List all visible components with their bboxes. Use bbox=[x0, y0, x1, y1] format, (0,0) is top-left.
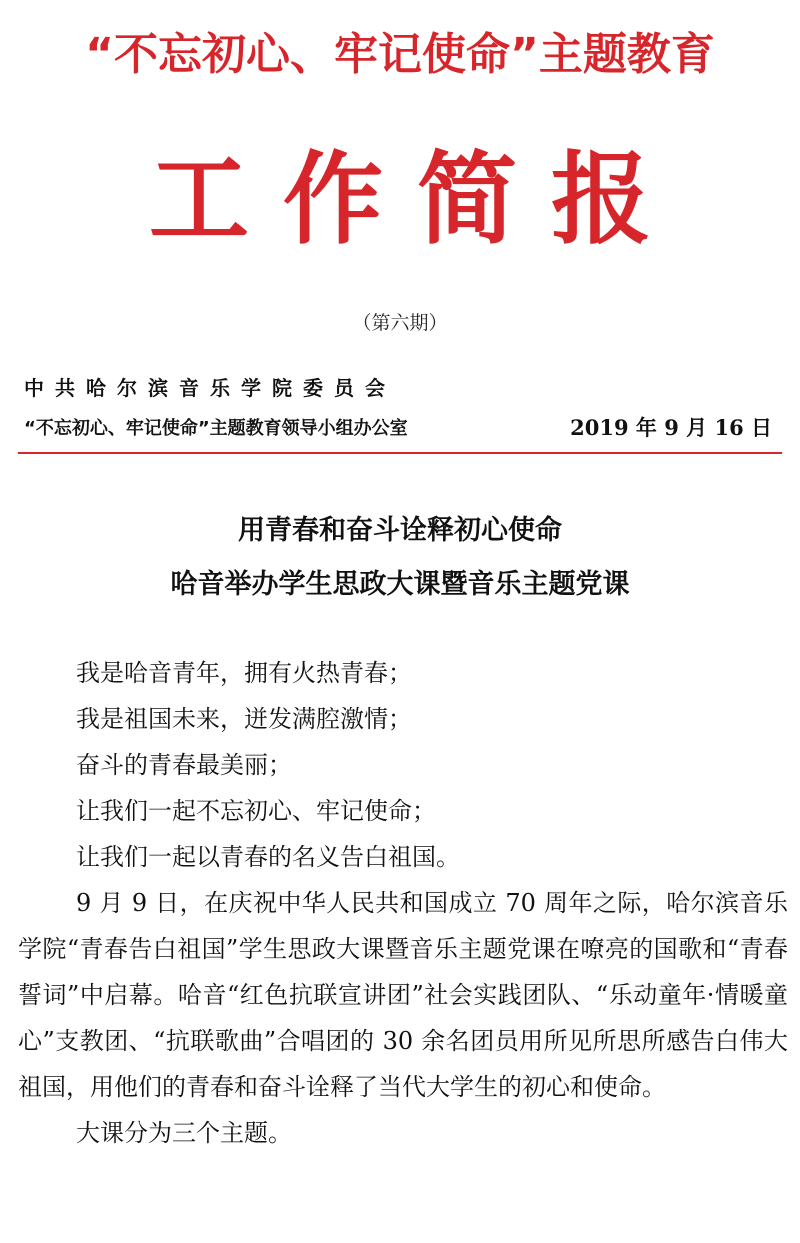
body-paragraph: 9 月 9 日，在庆祝中华人民共和国成立 70 周年之际，哈尔滨音乐学院“青春告白祖国”学生思政大课暨音乐主题党课在嘹亮的国歌和“青春誓词”中启幕。哈音“红色抗联宣讲团”社会实践团队、“乐动童年·情暖童心”支教团、“抗联歌曲”合唱团的 30 余名团员用所见所思所感告白伟大祖国，用他们的青春和奋斗诠释了当代大学生的初心和使命。 bbox=[18, 889, 788, 1101]
verse-line: 我是祖国未来，迸发满腔激情； bbox=[76, 705, 412, 733]
body-paragraph: 大课分为三个主题。 bbox=[76, 1119, 292, 1147]
verse-line: 让我们一起不忘初心、牢记使命； bbox=[76, 797, 436, 825]
article-title-line2: 哈音举办学生思政大课暨音乐主题党课 bbox=[170, 569, 630, 600]
verse-line: 我是哈音青年，拥有火热青春； bbox=[76, 659, 412, 687]
bulletin-title: 工作简报 bbox=[149, 141, 685, 258]
article-body bbox=[18, 650, 788, 1156]
article-title-line1: 用青春和奋斗诠释初心使命 bbox=[238, 515, 562, 546]
verse-line: 奋斗的青春最美丽； bbox=[76, 751, 292, 779]
office-name: “不忘初心、牢记使命”主题教育领导小组办公室 bbox=[24, 418, 408, 439]
issue-date: 2019 年 9 月 16 日 bbox=[570, 415, 772, 440]
organization-name: 中共哈尔滨音乐学院委员会 bbox=[24, 376, 396, 400]
red-divider bbox=[18, 452, 782, 454]
banner-title: “不忘初心、牢记使命”主题教育 bbox=[85, 29, 715, 80]
verse-line: 让我们一起以青春的名义告白祖国。 bbox=[76, 843, 460, 871]
issue-number: （第六期） bbox=[352, 312, 448, 334]
